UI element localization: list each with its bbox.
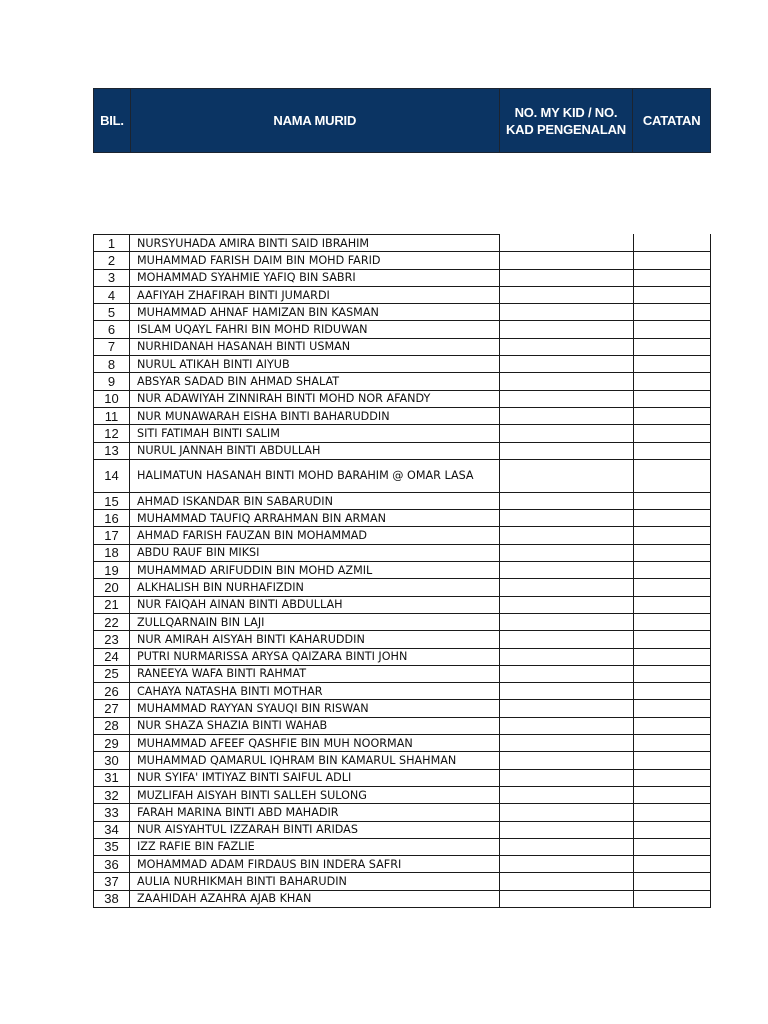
student-name-text: AAFIYAH ZHAFIRAH BINTI JUMARDI — [137, 288, 330, 302]
student-name — [130, 803, 500, 820]
catatan-cell[interactable] — [634, 526, 711, 543]
id-number-cell[interactable] — [500, 872, 634, 889]
id-number-cell[interactable] — [500, 355, 634, 372]
table-row — [93, 561, 711, 578]
catatan-cell[interactable] — [634, 699, 711, 716]
table-row — [93, 492, 711, 509]
id-number-cell[interactable] — [500, 251, 634, 268]
id-number-cell[interactable] — [500, 648, 634, 665]
catatan-cell[interactable] — [634, 648, 711, 665]
student-name-text: ABSYAR SADAD BIN AHMAD SHALAT — [137, 375, 340, 389]
id-number-cell[interactable] — [500, 390, 634, 407]
student-name — [130, 596, 500, 613]
student-name — [130, 769, 500, 786]
table-row — [93, 424, 711, 441]
table-row — [93, 613, 711, 630]
student-name-text: RANEEYA WAFA BINTI RAHMAT — [137, 667, 307, 681]
id-number-cell[interactable] — [500, 665, 634, 682]
id-number-cell[interactable] — [500, 682, 634, 699]
student-name — [130, 630, 500, 647]
id-number-cell[interactable] — [500, 838, 634, 855]
id-number-cell[interactable] — [500, 561, 634, 578]
catatan-cell[interactable] — [634, 390, 711, 407]
row-number: 37 — [93, 872, 130, 889]
table-row — [93, 338, 711, 355]
id-number-cell[interactable] — [500, 234, 634, 251]
table-row — [93, 665, 711, 682]
student-name-text: MUHAMMAD AHNAF HAMIZAN BIN KASMAN — [137, 305, 379, 319]
id-number-cell[interactable] — [500, 717, 634, 734]
table-header — [93, 88, 711, 153]
row-number: 15 — [93, 492, 130, 509]
row-number: 25 — [93, 665, 130, 682]
catatan-cell[interactable] — [634, 234, 711, 251]
student-name — [130, 821, 500, 838]
id-number-cell[interactable] — [500, 424, 634, 441]
student-name — [130, 682, 500, 699]
row-number: 10 — [93, 390, 130, 407]
catatan-cell[interactable] — [634, 286, 711, 303]
student-name-text: NURSYUHADA AMIRA BINTI SAID IBRAHIM — [137, 236, 370, 250]
student-name-text: MUHAMMAD QAMARUL IQHRAM BIN KAMARUL SHAHMAN — [137, 753, 457, 767]
id-number-cell[interactable] — [500, 630, 634, 647]
catatan-cell[interactable] — [634, 786, 711, 803]
id-number-cell[interactable] — [500, 303, 634, 320]
student-name-text: ISLAM UQAYL FAHRI BIN MOHD RIDUWAN — [137, 323, 368, 337]
row-number: 5 — [93, 303, 130, 320]
student-name-text: MUHAMMAD RAYYAN SYAUQI BIN RISWAN — [137, 702, 369, 716]
table-row — [93, 407, 711, 424]
student-name — [130, 372, 500, 389]
row-number: 13 — [93, 442, 130, 459]
student-name — [130, 492, 500, 509]
student-name-text: MOHAMMAD SYAHMIE YAFIQ BIN SABRI — [137, 271, 356, 285]
header-nama-murid: NAMA MURID — [131, 89, 500, 152]
id-number-cell[interactable] — [500, 734, 634, 751]
id-number-cell[interactable] — [500, 407, 634, 424]
id-number-cell[interactable] — [500, 821, 634, 838]
header-id-number — [500, 89, 634, 152]
student-name-text: ZAAHIDAH AZAHRA AJAB KHAN — [137, 892, 312, 906]
table-row — [93, 751, 711, 768]
id-number-cell[interactable] — [500, 855, 634, 872]
student-name — [130, 320, 500, 337]
row-number: 33 — [93, 803, 130, 820]
catatan-cell[interactable] — [634, 821, 711, 838]
student-name — [130, 355, 500, 372]
row-number: 16 — [93, 509, 130, 526]
table-row — [93, 526, 711, 543]
student-name-text: NUR SYIFA' IMTIYAZ BINTI SAIFUL ADLI — [137, 771, 352, 785]
student-name-text: MUHAMMAD FARISH DAIM BIN MOHD FARID — [137, 253, 381, 267]
student-name-text: NURUL JANNAH BINTI ABDULLAH — [137, 444, 321, 458]
catatan-cell[interactable] — [634, 509, 711, 526]
id-number-cell[interactable] — [500, 803, 634, 820]
table-row — [93, 286, 711, 303]
table-row — [93, 838, 711, 855]
student-name — [130, 251, 500, 268]
catatan-cell[interactable] — [634, 665, 711, 682]
row-number: 23 — [93, 630, 130, 647]
catatan-cell[interactable] — [634, 630, 711, 647]
student-name — [130, 838, 500, 855]
id-number-cell[interactable] — [500, 699, 634, 716]
table-row — [93, 320, 711, 337]
table-row — [93, 803, 711, 820]
catatan-cell[interactable] — [634, 372, 711, 389]
student-name — [130, 751, 500, 768]
row-number: 34 — [93, 821, 130, 838]
student-name — [130, 717, 500, 734]
row-number: 30 — [93, 751, 130, 768]
catatan-cell[interactable] — [634, 544, 711, 561]
student-name-text: NUR MUNAWARAH EISHA BINTI BAHARUDDIN — [137, 409, 390, 423]
row-number: 32 — [93, 786, 130, 803]
id-number-cell[interactable] — [500, 442, 634, 459]
table-row — [93, 872, 711, 889]
student-name — [130, 234, 500, 251]
catatan-cell[interactable] — [634, 769, 711, 786]
catatan-cell[interactable] — [634, 492, 711, 509]
student-name — [130, 734, 500, 751]
row-number: 3 — [93, 269, 130, 286]
catatan-cell[interactable] — [634, 734, 711, 751]
student-name-text: AULIA NURHIKMAH BINTI BAHARUDIN — [137, 875, 347, 889]
student-name — [130, 890, 500, 907]
student-name — [130, 665, 500, 682]
student-table — [93, 234, 711, 908]
student-name — [130, 338, 500, 355]
id-number-cell[interactable] — [500, 320, 634, 337]
id-number-cell[interactable] — [500, 459, 634, 492]
student-name-text: NUR FAIQAH AINAN BINTI ABDULLAH — [137, 598, 343, 612]
student-name-text: MUHAMMAD ARIFUDDIN BIN MOHD AZMIL — [137, 563, 373, 577]
table-row — [93, 699, 711, 716]
catatan-cell[interactable] — [634, 872, 711, 889]
row-number: 21 — [93, 596, 130, 613]
catatan-cell[interactable] — [634, 442, 711, 459]
row-number: 8 — [93, 355, 130, 372]
id-number-cell[interactable] — [500, 372, 634, 389]
id-number-cell[interactable] — [500, 786, 634, 803]
table-row — [93, 459, 711, 492]
student-name — [130, 442, 500, 459]
header-id-line2: KAD PENGENALAN — [505, 121, 626, 137]
catatan-cell[interactable] — [634, 251, 711, 268]
table-row — [93, 544, 711, 561]
header-catatan: CATATAN — [642, 113, 701, 128]
catatan-cell[interactable] — [634, 459, 711, 492]
row-number: 1 — [93, 234, 130, 251]
table-row — [93, 442, 711, 459]
student-name — [130, 872, 500, 889]
student-name-text: SITI FATIMAH BINTI SALIM — [137, 426, 280, 440]
student-name-text: FARAH MARINA BINTI ABD MAHADIR — [137, 805, 339, 819]
row-number: 38 — [93, 890, 130, 907]
catatan-cell[interactable] — [634, 269, 711, 286]
student-name-text: MUZLIFAH AISYAH BINTI SALLEH SULONG — [137, 788, 367, 802]
id-number-cell[interactable] — [500, 509, 634, 526]
student-name — [130, 786, 500, 803]
student-name-text: MOHAMMAD ADAM FIRDAUS BIN INDERA SAFRI — [137, 857, 402, 871]
student-name-text: NURHIDANAH HASANAH BINTI USMAN — [137, 340, 351, 354]
catatan-cell[interactable] — [634, 751, 711, 768]
catatan-cell[interactable] — [634, 682, 711, 699]
catatan-cell[interactable] — [634, 613, 711, 630]
student-name-text: NURUL ATIKAH BINTI AIYUB — [137, 357, 290, 371]
catatan-cell[interactable] — [634, 303, 711, 320]
table-row — [93, 786, 711, 803]
student-name — [130, 303, 500, 320]
table-row — [93, 855, 711, 872]
catatan-cell[interactable] — [634, 578, 711, 595]
row-number: 12 — [93, 424, 130, 441]
student-name-text: ABDU RAUF BIN MIKSI — [137, 546, 260, 560]
student-name — [130, 613, 500, 630]
student-name — [130, 407, 500, 424]
row-number: 17 — [93, 526, 130, 543]
row-number: 11 — [93, 407, 130, 424]
id-number-cell[interactable] — [500, 769, 634, 786]
catatan-cell[interactable] — [634, 717, 711, 734]
table-row — [93, 648, 711, 665]
table-row — [93, 734, 711, 751]
catatan-cell[interactable] — [634, 407, 711, 424]
catatan-cell[interactable] — [634, 355, 711, 372]
student-name-text: NUR ADAWIYAH ZINNIRAH BINTI MOHD NOR AFANDY — [137, 392, 431, 406]
student-name — [130, 699, 500, 716]
student-name-text: PUTRI NURMARISSA ARYSA QAIZARA BINTI JOHN — [137, 650, 408, 664]
student-name — [130, 561, 500, 578]
id-number-cell[interactable] — [500, 269, 634, 286]
student-name — [130, 578, 500, 595]
row-number: 18 — [93, 544, 130, 561]
row-number: 4 — [93, 286, 130, 303]
id-number-cell[interactable] — [500, 890, 634, 907]
table-row — [93, 303, 711, 320]
catatan-cell[interactable] — [634, 596, 711, 613]
table-row — [93, 821, 711, 838]
table-row — [93, 578, 711, 595]
table-row — [93, 596, 711, 613]
id-number-cell[interactable] — [500, 526, 634, 543]
id-number-cell[interactable] — [500, 596, 634, 613]
student-name — [130, 544, 500, 561]
row-number: 27 — [93, 699, 130, 716]
row-number: 26 — [93, 682, 130, 699]
header-bil: BIL. — [94, 89, 131, 152]
student-name — [130, 509, 500, 526]
student-name — [130, 855, 500, 872]
student-name-text: ALKHALISH BIN NURHAFIZDIN — [137, 581, 304, 594]
header-id-line1: NO. MY KID / NO. — [514, 104, 618, 120]
row-number: 29 — [93, 734, 130, 751]
row-number: 31 — [93, 769, 130, 786]
catatan-cell[interactable] — [634, 424, 711, 441]
catatan-cell[interactable] — [634, 561, 711, 578]
id-number-cell[interactable] — [500, 338, 634, 355]
catatan-cell[interactable] — [634, 320, 711, 337]
row-number: 35 — [93, 838, 130, 855]
catatan-cell[interactable] — [634, 890, 711, 907]
student-name — [130, 286, 500, 303]
student-name-text: AHMAD ISKANDAR BIN SABARUDIN — [137, 494, 333, 508]
table-row — [93, 269, 711, 286]
student-name — [130, 648, 500, 665]
catatan-cell[interactable] — [634, 803, 711, 820]
table-row — [93, 890, 711, 907]
student-name-text: MUHAMMAD TAUFIQ ARRAHMAN BIN ARMAN — [137, 511, 386, 525]
catatan-cell[interactable] — [634, 838, 711, 855]
row-number: 24 — [93, 648, 130, 665]
row-number: 7 — [93, 338, 130, 355]
student-name-text: MUHAMMAD AFEEF QASHFIE BIN MUH NOORMAN — [137, 736, 413, 750]
table-row — [93, 630, 711, 647]
table-row — [93, 251, 711, 268]
student-name — [130, 424, 500, 441]
row-number: 19 — [93, 561, 130, 578]
table-row — [93, 769, 711, 786]
student-name-text: CAHAYA NATASHA BINTI MOTHAR — [137, 684, 323, 698]
student-name-text: ZULLQARNAIN BIN LAJI — [137, 615, 265, 629]
table-row — [93, 372, 711, 389]
row-number: 9 — [93, 372, 130, 389]
table-row — [93, 717, 711, 734]
row-number: 14 — [93, 459, 130, 492]
table-row — [93, 355, 711, 372]
row-number: 28 — [93, 717, 130, 734]
table-row — [93, 234, 711, 251]
table-row — [93, 682, 711, 699]
row-number: 36 — [93, 855, 130, 872]
id-number-cell[interactable] — [500, 613, 634, 630]
student-name-text: NUR AISYAHTUL IZZARAH BINTI ARIDAS — [137, 823, 358, 837]
table-row — [93, 390, 711, 407]
id-number-cell[interactable] — [500, 751, 634, 768]
row-number: 22 — [93, 613, 130, 630]
student-name — [130, 269, 500, 286]
row-number: 20 — [93, 578, 130, 595]
student-name-text: HALIMATUN HASANAH BINTI MOHD BARAHIM @ OMAR LASA — [137, 469, 474, 483]
catatan-cell[interactable] — [634, 855, 711, 872]
id-number-cell[interactable] — [500, 286, 634, 303]
row-number: 2 — [93, 251, 130, 268]
student-name-text: AHMAD FARISH FAUZAN BIN MOHAMMAD — [137, 529, 368, 543]
id-number-cell[interactable] — [500, 578, 634, 595]
student-name-text: NUR SHAZA SHAZIA BINTI WAHAB — [137, 719, 328, 733]
student-name — [130, 459, 500, 492]
student-name — [130, 390, 500, 407]
table-row — [93, 509, 711, 526]
student-name-text: IZZ RAFIE BIN FAZLIE — [137, 840, 255, 854]
id-number-cell[interactable] — [500, 492, 634, 509]
student-name-text: NUR AMIRAH AISYAH BINTI KAHARUDDIN — [137, 632, 365, 646]
id-number-cell[interactable] — [500, 544, 634, 561]
catatan-cell[interactable] — [634, 338, 711, 355]
student-name — [130, 526, 500, 543]
row-number: 6 — [93, 320, 130, 337]
